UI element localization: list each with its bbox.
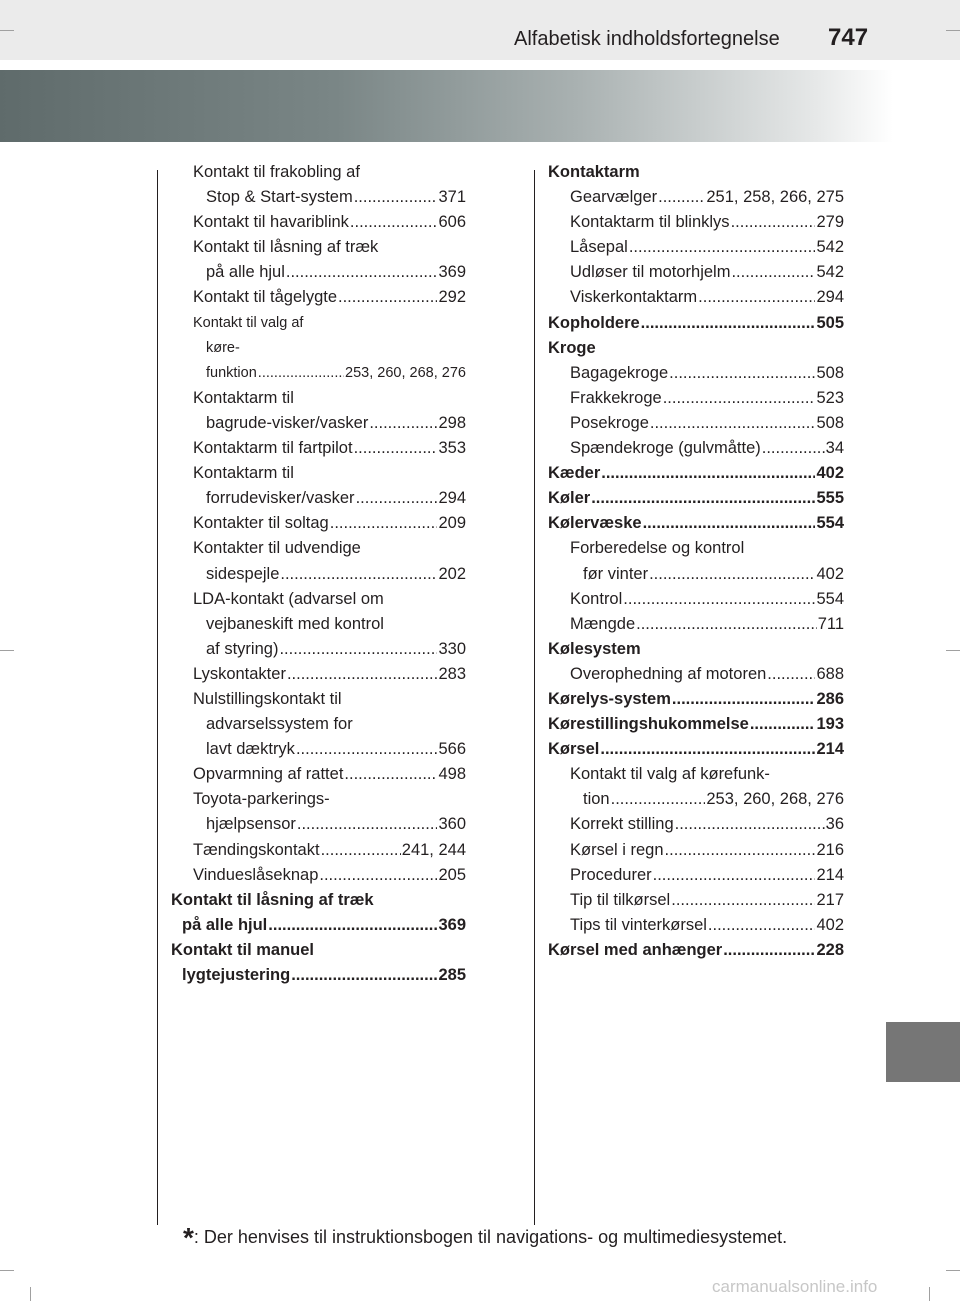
dot-leader — [636, 612, 817, 637]
index-term: Udløser til motorhjelm — [570, 263, 731, 282]
index-term: Kopholdere — [548, 313, 640, 332]
index-page-ref: 330 — [438, 639, 466, 658]
index-entry — [548, 938, 844, 963]
index-term: Kontakt til manuel — [171, 940, 315, 959]
index-entry — [548, 787, 844, 812]
index-term: lygtejustering — [182, 966, 291, 984]
index-column-right — [548, 160, 844, 963]
index-term: Gearvælger — [570, 188, 658, 207]
index-term: Nulstillingskontakt til — [193, 689, 342, 708]
dot-leader — [369, 411, 437, 436]
dot-leader — [629, 235, 816, 260]
index-entry — [171, 612, 466, 637]
index-entry — [548, 863, 844, 888]
index-page-ref: 253, 260, 268, 276 — [345, 364, 466, 381]
dot-leader — [280, 562, 437, 587]
index-entry — [171, 737, 466, 762]
index-term: Spændekroge (gulvmåtte) — [570, 439, 761, 458]
crop-mark — [0, 30, 14, 31]
index-entry — [548, 888, 844, 913]
index-entry — [171, 235, 466, 260]
index-page-ref: 554 — [816, 514, 844, 533]
index-page-ref: 606 — [438, 213, 466, 232]
index-term: Viskerkontaktarm — [570, 288, 698, 307]
index-term: Kroge — [548, 338, 596, 357]
dot-leader — [330, 511, 438, 536]
index-entry — [171, 311, 466, 336]
index-entry — [548, 260, 844, 285]
footnote-text: : Der henvises til instruktionsbogen til navigations- og multimediesystemet. — [193, 1227, 788, 1247]
index-page-ref: 555 — [816, 489, 844, 508]
index-entry — [171, 411, 466, 436]
dot-leader — [708, 913, 816, 938]
index-page-ref: 554 — [816, 589, 844, 608]
index-page-ref: 402 — [816, 915, 844, 934]
index-entry — [171, 687, 466, 712]
index-page-ref: 214 — [816, 865, 844, 884]
index-term: Kørsel med anhænger — [548, 940, 723, 959]
dot-leader — [600, 737, 815, 762]
index-term: Kontakt til tågelygte — [193, 288, 338, 307]
dot-leader — [653, 863, 816, 888]
index-term: Tændingskontakt — [193, 840, 320, 859]
index-entry — [171, 963, 466, 988]
index-term: på alle hjul — [206, 263, 285, 282]
index-term: Korrekt stilling — [570, 815, 674, 834]
index-entry — [171, 210, 466, 235]
dot-leader — [286, 260, 438, 285]
crop-mark — [30, 1287, 31, 1301]
index-term: Kæder — [548, 464, 601, 483]
index-page-ref: 205 — [438, 865, 466, 884]
index-page-ref: 402 — [816, 564, 844, 583]
index-term: vejbaneskift med kontrol — [206, 614, 384, 633]
index-entry — [548, 511, 844, 536]
dot-leader — [354, 185, 438, 210]
index-entry — [548, 235, 844, 260]
index-term: Forberedelse og kontrol — [570, 539, 745, 558]
index-term: Kølervæske — [548, 514, 642, 533]
dot-leader — [338, 285, 437, 310]
index-entry — [171, 336, 466, 361]
dot-leader — [698, 285, 815, 310]
index-term: Kontakter til soltag — [193, 514, 329, 533]
dot-leader — [350, 210, 438, 235]
index-page-ref: 542 — [816, 263, 844, 282]
index-term: LDA-kontakt (advarsel om — [193, 589, 384, 608]
index-term: Kontakt til valg af kørefunk- — [570, 765, 770, 784]
crop-mark — [946, 650, 960, 651]
index-entry — [548, 311, 844, 336]
column-divider-middle — [534, 170, 535, 1225]
index-entry — [548, 612, 844, 637]
index-page-ref: 286 — [816, 689, 844, 708]
index-entry — [171, 285, 466, 310]
index-page-ref: 202 — [438, 564, 466, 583]
index-entry — [548, 812, 844, 837]
index-entry — [548, 386, 844, 411]
index-entry — [548, 737, 844, 762]
index-page-ref: 279 — [816, 213, 844, 232]
dot-leader — [354, 436, 438, 461]
index-page-ref: 508 — [816, 363, 844, 382]
index-term: Kørelys-system — [548, 689, 671, 708]
index-term: Kontrol — [570, 589, 623, 608]
index-term: på alle hjul — [182, 915, 268, 934]
dot-leader — [762, 436, 825, 461]
footnote — [183, 1222, 787, 1254]
index-term: Tips til vinterkørsel — [570, 915, 707, 934]
index-entry — [548, 712, 844, 737]
index-term: Kontakt til låsning af træk — [193, 238, 379, 257]
index-term: Kontaktarm til fartpilot — [193, 439, 353, 458]
index-term: sidespejle — [206, 564, 280, 583]
index-entry — [548, 687, 844, 712]
index-entry — [171, 486, 466, 511]
index-entry — [171, 260, 466, 285]
index-entry — [548, 637, 844, 662]
dot-leader — [767, 662, 815, 687]
index-term: Bagagekroge — [570, 363, 669, 382]
index-entry — [171, 160, 466, 185]
index-page-ref: 214 — [816, 740, 844, 759]
dot-leader — [623, 587, 815, 612]
dot-leader — [591, 486, 815, 511]
index-term: Opvarmning af rattet — [193, 765, 344, 784]
index-term: funktion — [206, 364, 257, 381]
index-page-ref: 228 — [816, 940, 844, 959]
index-term: Tip til tilkørsel — [570, 890, 671, 909]
index-term: Kontakt til frakobling af — [193, 163, 360, 181]
index-entry — [171, 662, 466, 687]
index-term: Kontaktarm til — [193, 388, 294, 407]
dot-leader — [641, 311, 816, 336]
index-page-ref: 505 — [816, 313, 844, 332]
index-entry — [171, 361, 466, 386]
dot-leader — [665, 838, 816, 863]
dot-leader — [731, 260, 815, 285]
index-entry — [171, 562, 466, 587]
dot-leader — [319, 863, 437, 888]
dot-leader — [669, 361, 815, 386]
index-entry — [171, 787, 466, 812]
crop-mark — [0, 1270, 14, 1271]
index-entry — [171, 888, 466, 913]
index-entry — [171, 536, 466, 561]
header-bar — [0, 0, 960, 60]
index-entry — [548, 361, 844, 386]
index-page-ref: 688 — [816, 664, 844, 683]
dot-leader — [258, 361, 344, 386]
index-entry — [548, 562, 844, 587]
index-term: Stop & Start-system — [206, 188, 353, 207]
dot-leader — [611, 787, 706, 812]
dot-leader — [321, 838, 401, 863]
dot-leader — [750, 712, 816, 737]
dot-leader — [643, 511, 816, 536]
index-term: Køler — [548, 489, 591, 508]
index-term: Lyskontakter — [193, 664, 286, 683]
dot-leader — [650, 411, 816, 436]
index-page-ref: 542 — [816, 238, 844, 257]
index-term: Vindueslåseknap — [193, 865, 319, 884]
index-entry — [548, 536, 844, 561]
index-entry — [171, 938, 466, 963]
index-term: Kørestillingshukommelse — [548, 715, 749, 734]
index-page-ref: 371 — [438, 188, 466, 207]
dot-leader — [723, 938, 815, 963]
index-term: Kontaktarm — [548, 163, 640, 181]
header-gradient-band — [0, 70, 960, 142]
index-term: Frakkekroge — [570, 388, 662, 407]
index-page-ref: 217 — [816, 890, 844, 909]
index-term: bagrude-visker/vasker — [206, 413, 369, 432]
index-page-ref: 251, 258, 266, 275 — [706, 188, 844, 207]
index-term: Kontaktarm til blinklys — [570, 213, 730, 232]
index-entry — [171, 863, 466, 888]
index-entry — [171, 511, 466, 536]
index-term: tion — [583, 790, 610, 809]
index-entry — [548, 838, 844, 863]
index-entry — [548, 762, 844, 787]
index-term: af styring) — [206, 639, 279, 658]
crop-mark — [946, 30, 960, 31]
index-page-ref: 294 — [438, 489, 466, 508]
crop-mark — [929, 1287, 930, 1301]
index-page-ref: 216 — [816, 840, 844, 859]
index-term: advarselssystem for — [206, 715, 353, 734]
index-entry — [171, 812, 466, 837]
dot-leader — [296, 737, 438, 762]
index-term: før vinter — [583, 564, 649, 583]
index-term: køre- — [206, 339, 240, 356]
dot-leader — [268, 913, 437, 938]
index-entry — [171, 436, 466, 461]
index-entry — [171, 913, 466, 938]
index-entry — [171, 587, 466, 612]
index-page-ref: 566 — [438, 740, 466, 759]
index-entry — [171, 637, 466, 662]
dot-leader — [601, 461, 815, 486]
index-page-ref: 209 — [438, 514, 466, 533]
index-page-ref: 360 — [438, 815, 466, 834]
index-entry — [548, 411, 844, 436]
section-tab-marker — [886, 1022, 960, 1082]
dot-leader — [297, 812, 438, 837]
dot-leader — [663, 386, 816, 411]
index-page-ref: 283 — [438, 664, 466, 683]
index-term: lavt dæktryk — [206, 740, 295, 759]
crop-mark — [946, 1270, 960, 1271]
index-page-ref: 241, 244 — [401, 840, 466, 859]
column-divider-left — [157, 170, 158, 1225]
index-page-ref: 508 — [816, 413, 844, 432]
index-page-ref: 34 — [825, 439, 844, 458]
index-entry — [548, 210, 844, 235]
index-column-left — [171, 160, 466, 988]
index-entry — [548, 185, 844, 210]
section-title: Alfabetisk indholdsfortegnelse — [514, 28, 780, 50]
index-page-ref: 523 — [816, 388, 844, 407]
index-page-ref: 353 — [438, 439, 466, 458]
index-term: Kontakter til udvendige — [193, 539, 361, 558]
index-entry — [171, 185, 466, 210]
index-page-ref: 36 — [825, 815, 844, 834]
index-page-ref: 292 — [438, 288, 466, 307]
index-term: Kontakt til havariblink — [193, 213, 349, 232]
index-term: Procedurer — [570, 865, 652, 884]
index-page-ref: 294 — [816, 288, 844, 307]
index-term: Låsepal — [570, 238, 628, 257]
index-page-ref: 369 — [438, 915, 466, 934]
index-entry — [548, 160, 844, 185]
index-term: forrudevisker/vasker — [206, 489, 355, 508]
index-term: Kørsel — [548, 740, 600, 759]
crop-mark — [0, 650, 14, 651]
index-page-ref: 369 — [438, 263, 466, 282]
dot-leader — [291, 963, 437, 988]
index-entry — [548, 436, 844, 461]
index-term: Mængde — [570, 614, 636, 633]
dot-leader — [671, 888, 815, 913]
dot-leader — [287, 662, 438, 687]
index-page-ref: 498 — [438, 765, 466, 784]
index-entry — [548, 662, 844, 687]
footnote-star: * — [183, 1222, 194, 1253]
dot-leader — [731, 210, 816, 235]
index-page-ref: 298 — [438, 413, 466, 432]
index-entry — [171, 386, 466, 411]
dot-leader — [658, 185, 705, 210]
watermark: carmanualsonline.info — [712, 1277, 878, 1296]
dot-leader — [675, 812, 825, 837]
page-number: 747 — [828, 24, 869, 51]
index-term: Kontakt til låsning af træk — [171, 890, 374, 909]
index-entry — [171, 712, 466, 737]
index-term: hjælpsensor — [206, 815, 296, 834]
dot-leader — [279, 637, 437, 662]
index-term: Kontakt til valg af — [193, 314, 304, 331]
index-entry — [548, 336, 844, 361]
index-page-ref: 285 — [438, 966, 466, 984]
index-term: Posekroge — [570, 413, 649, 432]
index-entry — [171, 461, 466, 486]
index-page-ref: 253, 260, 268, 276 — [706, 790, 844, 809]
dot-leader — [356, 486, 438, 511]
index-page-ref: 193 — [816, 715, 844, 734]
index-page-ref: 402 — [816, 464, 844, 483]
index-entry — [171, 762, 466, 787]
index-page-ref: 711 — [817, 614, 844, 633]
index-entry — [548, 461, 844, 486]
index-entry — [548, 913, 844, 938]
index-term: Toyota-parkerings- — [193, 790, 330, 809]
dot-leader — [344, 762, 437, 787]
index-entry — [171, 838, 466, 863]
index-term: Overophedning af motoren — [570, 664, 767, 683]
index-term: Kørsel i regn — [570, 840, 664, 859]
dot-leader — [672, 687, 816, 712]
dot-leader — [649, 562, 815, 587]
index-entry — [548, 285, 844, 310]
index-term: Kølesystem — [548, 639, 641, 658]
index-term: Kontaktarm til — [193, 464, 294, 483]
index-entry — [548, 486, 844, 511]
index-entry — [548, 587, 844, 612]
